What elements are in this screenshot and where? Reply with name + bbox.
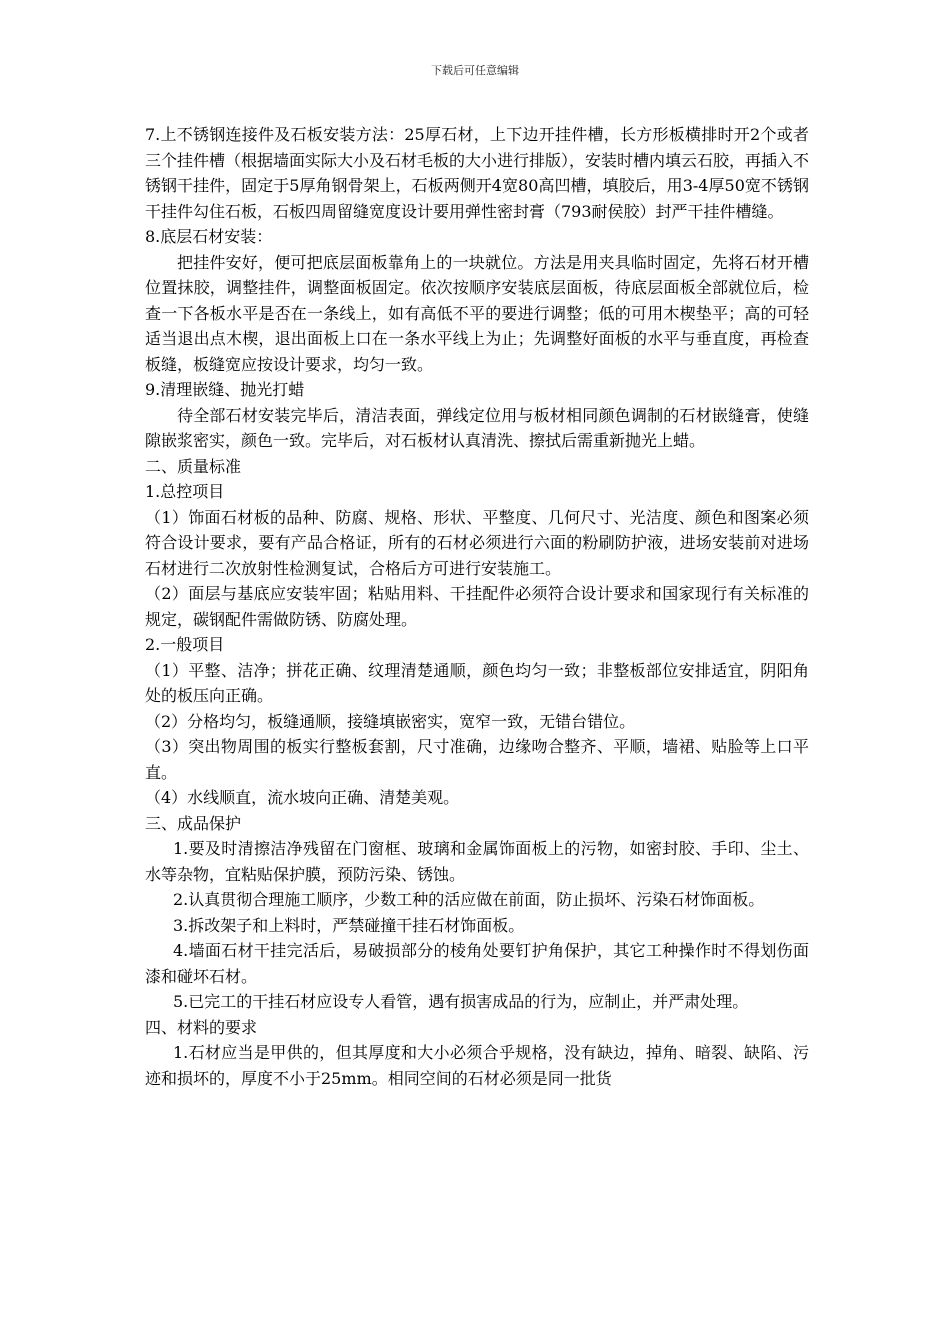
section-protection-heading: 三、成品保护: [145, 813, 242, 833]
main-control-item-2: （2）面层与基底应安装牢固；粘贴用料、干挂配件必须符合设计要求和国家现行有关标准的规定，碳钢配件需做防锈、防腐处理。: [145, 584, 809, 629]
page-header: 下载后可任意编辑: [431, 64, 519, 77]
section-quality-heading: 二、质量标准: [145, 456, 242, 476]
protection-item-4: 4.墙面石材干挂完活后，易破损部分的棱角处要钉护角保护，其它工种操作时不得划伤面漆和碰坏石材。: [145, 941, 809, 986]
general-item-4: （4）水线顺直，流水坡向正确、清楚美观。: [145, 788, 460, 807]
main-control-heading: 1.总控项目: [145, 482, 225, 501]
protection-item-3: 3.拆改架子和上料时，严禁碰撞干挂石材饰面板。: [173, 915, 525, 935]
protection-item-1: 1.要及时清擦洁净残留在门窗框、玻璃和金属饰面板上的污物，如密封胶、手印、尘土、水等杂物，宜粘贴保护膜，预防污染、锈蚀。: [145, 839, 809, 884]
step-9-paragraph: 待全部石材安装完毕后，清洁表面，弹线定位用与板材相同颜色调制的石材嵌缝膏，使缝隙嵌浆密实，颜色一致。完毕后，对石板材认真清洗、擦拭后需重新抛光上蜡。: [145, 405, 809, 450]
general-item-2: （2）分格均匀，板缝通顺，接缝填嵌密实，宽窄一致，无错台错位。: [145, 711, 636, 731]
step-8-paragraph: 把挂件安好，便可把底层面板靠角上的一块就位。方法是用夹具临时固定，先将石材开槽位置抹胶，调整挂件，调整面板固定。依次按顺序安装底层面板，待底层面板全部就位后，检查一下各板水平是否在一条线上，如有高低不平的要进行调整；低的可用木楔垫平；高的可轻适当退出点木楔，退出面板上口在一条水平线上为止；先调整好面板的水平与垂直度，再检查板缝，板缝宽应按设计要求，均匀一致。: [145, 252, 809, 374]
section-materials-heading: 四、材料的要求: [145, 1017, 258, 1037]
general-item-3: （3）突出物周围的板实行整板套割，尺寸准确，边缘吻合整齐、平顺，墙裙、贴脸等上口平直。: [145, 737, 809, 782]
document-body: [145, 122, 809, 1091]
protection-item-2: 2.认真贯彻合理施工顺序，少数工种的活应做在前面，防止损坏、污染石材饰面板。: [173, 890, 765, 909]
protection-item-5: 5.已完工的干挂石材应设专人看管，遇有损害成品的行为，应制止，并严肃处理。: [173, 992, 749, 1011]
materials-item-1: 1.石材应当是甲供的，但其厚度和大小必须合乎规格，没有缺边，掉角、暗裂、缺陷、污迹和损坏的，厚度不小于25mm。相同空间的石材必须是同一批货: [145, 1043, 809, 1088]
general-items-heading: 2.一般项目: [145, 635, 225, 654]
general-item-1: （1）平整、洁净；拼花正确、纹理清楚通顺，颜色均匀一致；非整板部位安排适宜，阴阳角处的板压向正确。: [145, 660, 809, 705]
step-7-paragraph: 7.上不锈钢连接件及石板安装方法：25厚石材，上下边开挂件槽，长方形板横排时开2个或者三个挂件槽（根据墙面实际大小及石材毛板的大小进行排版），安装时槽内填云石胶，再插入不锈钢干挂件，固定于5厚角钢骨架上，石板两侧开4宽80高凹槽，填胶后，用3-4厚50宽不锈钢干挂件勾住石板，石板四周留缝宽度设计要用弹性密封膏（793耐侯胶）封严干挂件槽缝。: [145, 125, 810, 221]
step-8-heading: 8.底层石材安装：: [145, 227, 273, 246]
main-control-item-1: （1）饰面石材板的品种、防腐、规格、形状、平整度、几何尺寸、光洁度、颜色和图案必须符合设计要求，要有产品合格证，所有的石材必须进行六面的粉刷防护液，进场安装前对进场石材进行二次放射性检测复试，合格后方可进行安装施工。: [145, 507, 809, 578]
step-9-heading: 9.清理嵌缝、抛光打蜡: [145, 380, 305, 399]
